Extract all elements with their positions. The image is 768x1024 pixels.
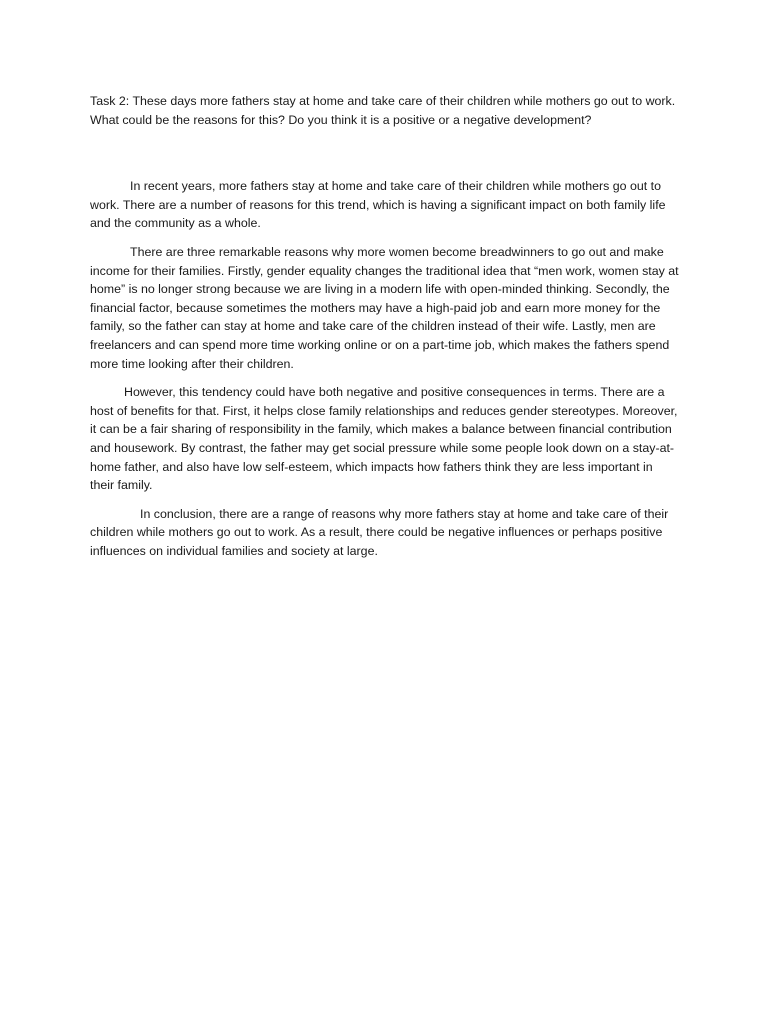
document-body — [90, 92, 680, 570]
essay-paragraph-conclusion: In conclusion, there are a range of reasons why more fathers stay at home and take care of their children while mothers go out to work. As a result, there could be negative influences or perhaps positive influences on individual families and society at large. — [90, 506, 669, 558]
essay-paragraph-reasons: There are three remarkable reasons why more women become breadwinners to go out and make income for their families. Firstly, gender equality changes the traditional idea that “men work, women stay at home” is no longer strong because we are living in a modern life with open-minded thinking. Secondly, the financial factor, because sometimes the mothers may have a high-paid job and earn more money for the family, so the father can stay at home and take care of the children instead of their wife. Lastly, men are freelancers and can spend more time working online or on a part-time job, which makes the fathers spend more time looking after their children. — [90, 244, 679, 371]
task-prompt: Task 2: These days more fathers stay at home and take care of their children while mothers go out to work. What could be the reasons for this? Do you think it is a positive or a negative development? — [90, 94, 676, 127]
essay-paragraph-introduction: In recent years, more fathers stay at home and take care of their children while mothers go out to work. There are a number of reasons for this trend, which is having a significant impact on both family life and the community as a whole. — [90, 179, 666, 231]
essay-paragraph-consequences: However, this tendency could have both negative and positive consequences in terms. There are a host of benefits for that. First, it helps close family relationships and reduces gender stereotypes. Moreover, it can be a fair sharing of responsibility in the family, which makes a balance between financial contribution and housework. By contrast, the father may get social pressure while some people look down on a stay-at-home father, and also have low self-esteem, which impacts how fathers think they are less important in their family. — [90, 385, 678, 493]
